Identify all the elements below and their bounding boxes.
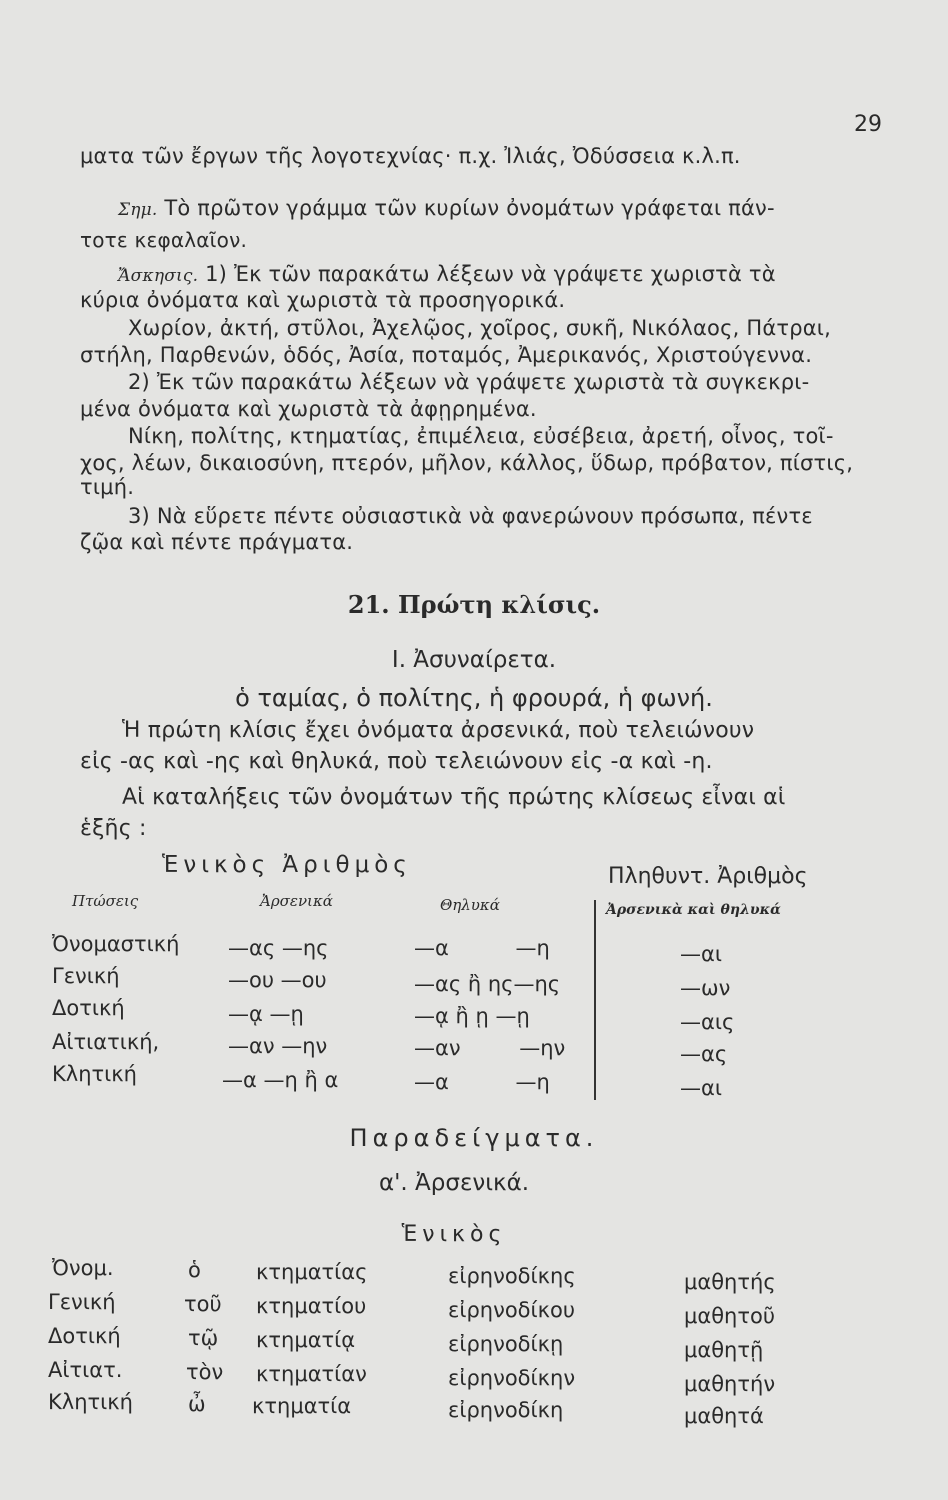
text-line: ματα τῶν ἔργων τῆς λογοτεχνίας· π.χ. Ἰλιάς, Ὀδύσσεια κ.λ.π. xyxy=(80,144,741,168)
word-cell: μαθητῇ xyxy=(684,1338,764,1362)
exercise-label: Ἄσκησις. xyxy=(118,266,199,286)
note-line xyxy=(118,196,775,220)
body-line: ἑξῆς : xyxy=(80,816,147,841)
body-line: Αἱ καταλήξεις τῶν ὀνομάτων τῆς πρώτης κλίσεως εἶναι αἱ xyxy=(122,785,786,810)
note-text: Τὸ πρῶτον γράμμα τῶν κυρίων ὀνομάτων γράφεται πάν- xyxy=(164,196,775,220)
word-cell: εἰρηνοδίκην xyxy=(448,1366,576,1390)
case-cell: Ὀνομ. xyxy=(52,1256,114,1280)
note-label: Σημ. xyxy=(118,200,158,220)
masc-cell: —ᾳ —ῃ xyxy=(228,1002,304,1026)
body-line: εἰς -ας καὶ -ης καὶ θηλυκά, ποὺ τελειώνουν εἰς -α καὶ -η. xyxy=(80,749,713,774)
text-line: τοτε κεφαλαῖον. xyxy=(80,228,248,252)
plural-cell: —αις xyxy=(680,1010,735,1034)
section-title: 21. Πρώτη κλίσις. xyxy=(347,590,601,619)
article-cell: ὦ xyxy=(188,1392,206,1416)
masc-cell: —ας —ης xyxy=(228,936,329,960)
article-cell: ὁ xyxy=(188,1258,201,1282)
word-cell: κτηματίᾳ xyxy=(256,1328,356,1352)
word-cell: μαθητά xyxy=(684,1404,764,1428)
plural-cell: —ων xyxy=(680,976,731,1000)
case-cell: Γενική xyxy=(52,964,120,988)
col-header-masc: Ἀρσενικά xyxy=(260,892,333,910)
fem-cell: —ας ἢ ης—ης xyxy=(414,972,561,996)
examples-subtitle: α'. Ἀρσενικά. xyxy=(378,1170,530,1196)
text-line: Νίκη, πολίτης, κτηματίας, ἐπιμέλεια, εὐσέβεια, ἀρετή, οἶνος, τοῖ- xyxy=(128,424,834,448)
word-cell: εἰρηνοδίκου xyxy=(448,1298,576,1322)
text-line: χος, λέων, δικαιοσύνη, πτερόν, μῆλον, κάλλος, ὕδωρ, πρόβατον, πίστις, xyxy=(80,451,854,475)
text-line: 3) Νὰ εὕρετε πέντε οὐσιαστικὰ νὰ φανερώνουν πρόσωπα, πέντε xyxy=(128,504,813,528)
case-cell: Ὀνομαστική xyxy=(52,932,180,956)
word-cell: μαθητής xyxy=(684,1270,776,1294)
word-cell: εἰρηνοδίκῃ xyxy=(448,1332,564,1356)
body-line: Ἡ πρώτη κλίσις ἔχει ὀνόματα ἀρσενικά, ποὺ τελειώνουν xyxy=(122,718,755,743)
case-cell: Αἰτιατική, xyxy=(52,1030,160,1054)
case-cell: Κλητική xyxy=(52,1062,137,1086)
article-cell: τὸν xyxy=(186,1360,224,1384)
fem-cell: —α —η xyxy=(414,1070,550,1094)
col-header-plural: Ἀρσενικὰ καὶ θηλυκά xyxy=(606,902,781,918)
article-cell: τῷ xyxy=(188,1326,219,1350)
fem-cell: —αν —ην xyxy=(414,1036,566,1060)
word-cell: κτηματίου xyxy=(256,1294,367,1318)
singular-header: Ἑνικὸς Ἀριθμὸς xyxy=(162,852,412,878)
case-cell: Γενική xyxy=(48,1290,116,1314)
word-cell: κτηματίας xyxy=(256,1260,368,1284)
masc-cell: —α —η ἢ α xyxy=(222,1068,339,1092)
word-cell: μαθητήν xyxy=(684,1372,776,1396)
word-cell: εἰρηνοδίκη xyxy=(448,1398,564,1422)
masc-cell: —ου —ου xyxy=(228,968,327,992)
fem-cell: —ᾳ ἢ ῃ —ῃ xyxy=(414,1004,530,1028)
page-number: 29 xyxy=(854,112,882,137)
case-cell: Δοτική xyxy=(52,996,125,1020)
text-line: Χωρίον, ἀκτή, στῦλοι, Ἀχελῷος, χοῖρος, συκῆ, Νικόλαος, Πάτραι, xyxy=(128,316,831,340)
plural-cell: —αι xyxy=(680,1076,722,1100)
examples-number: Ἑνικὸς xyxy=(401,1222,507,1247)
masc-cell: —αν —ην xyxy=(228,1034,328,1058)
exercise-text: 1) Ἐκ τῶν παρακάτω λέξεων νὰ γράψετε χωριστὰ τὰ xyxy=(205,262,776,286)
subsection-title: I. Ἀσυναίρετα. xyxy=(391,647,557,673)
col-header-fem: Θηλυκά xyxy=(440,896,500,914)
text-line: τιμή. xyxy=(80,475,135,499)
table-divider xyxy=(594,900,596,1100)
text-line: μένα ὀνόματα καὶ χωριστὰ τὰ ἀφῃρημένα. xyxy=(80,397,537,421)
word-cell: κτηματία xyxy=(252,1394,352,1418)
plural-cell: —αι xyxy=(680,942,722,966)
examples-title: Παραδείγματα. xyxy=(349,1124,599,1152)
case-cell: Δοτική xyxy=(48,1324,121,1348)
word-cell: μαθητοῦ xyxy=(684,1304,776,1328)
plural-cell: —ας xyxy=(680,1042,728,1066)
case-cell: Αἰτιατ. xyxy=(48,1358,123,1382)
text-line: 2) Ἐκ τῶν παρακάτω λέξεων νὰ γράψετε χωριστὰ τὰ συγκεκρι- xyxy=(128,370,810,394)
text-line: στήλη, Παρθενών, ὁδός, Ἀσία, ποταμός, Ἀμερικανός, Χριστούγεννα. xyxy=(80,343,813,367)
article-cell: τοῦ xyxy=(184,1292,222,1316)
word-cell: εἰρηνοδίκης xyxy=(448,1264,576,1288)
plural-header: Πληθυντ. Ἀριθμὸς xyxy=(608,864,808,889)
word-cell: κτηματίαν xyxy=(256,1362,367,1386)
col-header-cases: Πτώσεις xyxy=(72,892,139,910)
examples-line: ὁ ταμίας, ὁ πολίτης, ἡ φρουρά, ἡ φωνή. xyxy=(235,684,713,712)
text-line: ζῷα καὶ πέντε πράγματα. xyxy=(80,530,354,554)
text-line: κύρια ὀνόματα καὶ χωριστὰ τὰ προσηγορικά. xyxy=(80,288,566,312)
fem-cell: —α —η xyxy=(414,936,550,960)
case-cell: Κλητική xyxy=(48,1390,133,1414)
exercise-line xyxy=(118,262,776,286)
